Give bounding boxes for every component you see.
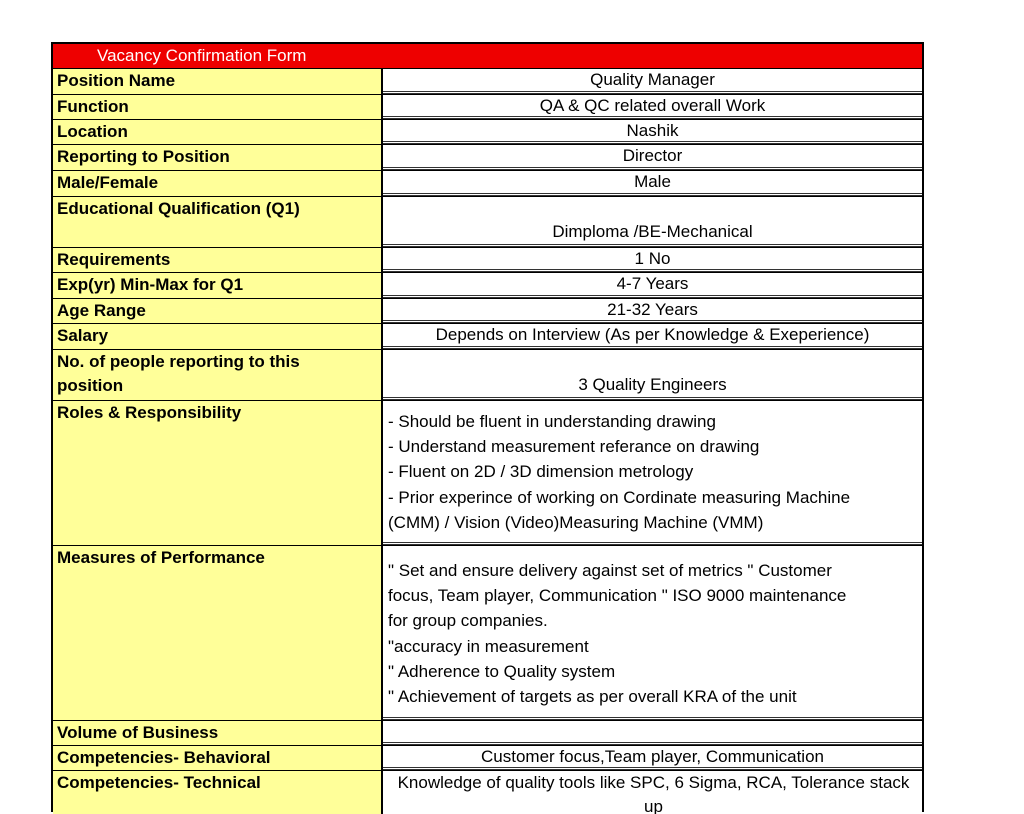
vacancy-confirmation-form <box>51 42 924 812</box>
form-title: Vacancy Confirmation Form <box>53 44 922 68</box>
label-reporting-to-position: Reporting to Position <box>53 145 383 170</box>
value-competencies-technical: Knowledge of quality tools like SPC, 6 Sigma, RCA, Tolerance stack up <box>383 771 922 814</box>
roles-line: (CMM) / Vision (Video)Measuring Machine (VMM) <box>388 512 764 532</box>
row-male-female <box>53 170 922 196</box>
value-people-reporting <box>383 350 922 400</box>
row-salary <box>53 323 922 349</box>
label-measures-of-performance: Measures of Performance <box>53 546 383 720</box>
roles-line: - Prior experince of working on Cordinate measuring Machine <box>388 487 851 507</box>
label-volume-of-business: Volume of Business <box>53 721 383 745</box>
label-male-female: Male/Female <box>53 171 383 196</box>
value-salary: Depends on Interview (As per Knowledge & Exeperience) <box>383 324 922 349</box>
value-educational-qualification <box>383 197 922 247</box>
row-measures-of-performance <box>53 545 922 720</box>
roles-line: - Understand measurement referance on drawing <box>388 437 760 457</box>
label-people-reporting-line2: position <box>57 376 124 395</box>
value-roles-responsibility <box>383 401 922 545</box>
row-reporting-to-position <box>53 144 922 170</box>
value-male-female: Male <box>383 171 922 196</box>
row-people-reporting <box>53 349 922 400</box>
row-roles-responsibility <box>53 400 922 545</box>
value-experience: 4-7 Years <box>383 273 922 298</box>
label-age-range: Age Range <box>53 299 383 323</box>
value-reporting-to-position: Director <box>383 145 922 170</box>
value-age-range: 21-32 Years <box>383 299 922 323</box>
value-competencies-behavioral: Customer focus,Team player, Communication <box>383 746 922 770</box>
measures-line: " Set and ensure delivery against set of metrics " Customer <box>388 561 832 580</box>
measures-line: focus, Team player, Communication " ISO 9000 maintenance <box>388 586 847 606</box>
label-location: Location <box>53 120 383 144</box>
value-function: QA & QC related overall Work <box>383 95 922 119</box>
label-roles-responsibility: Roles & Responsibility <box>53 401 383 545</box>
label-educational-qualification: Educational Qualification (Q1) <box>53 197 383 247</box>
row-position-name <box>53 68 922 94</box>
label-people-reporting <box>53 350 383 400</box>
row-competencies-technical <box>53 770 922 814</box>
value-location: Nashik <box>383 120 922 144</box>
label-salary: Salary <box>53 324 383 349</box>
value-volume-of-business <box>383 721 922 745</box>
row-age-range <box>53 298 922 323</box>
value-requirements: 1 No <box>383 248 922 272</box>
value-position-name: Quality Manager <box>383 69 922 94</box>
measures-line: " Adherence to Quality system <box>388 661 616 681</box>
label-function: Function <box>53 95 383 119</box>
row-experience <box>53 272 922 298</box>
row-location <box>53 119 922 144</box>
row-educational-qualification <box>53 196 922 247</box>
label-people-reporting-line1: No. of people reporting to this <box>57 352 300 371</box>
roles-line: - Should be fluent in understanding drawing <box>388 412 716 431</box>
row-function <box>53 94 922 119</box>
label-position-name: Position Name <box>53 69 383 94</box>
label-experience: Exp(yr) Min-Max for Q1 <box>53 273 383 298</box>
measures-line: " Achievement of targets as per overall KRA of the unit <box>388 687 797 707</box>
value-people-reporting-text: 3 Quality Engineers <box>578 375 727 394</box>
measures-line: "accuracy in measurement <box>388 636 589 656</box>
row-volume-of-business <box>53 720 922 745</box>
row-requirements <box>53 247 922 272</box>
label-requirements: Requirements <box>53 248 383 272</box>
row-competencies-behavioral <box>53 745 922 770</box>
value-measures-of-performance <box>383 546 922 720</box>
label-competencies-technical: Competencies- Technical <box>53 771 383 814</box>
measures-line: for group companies. <box>388 611 548 631</box>
value-educational-qualification-text: Dimploma /BE-Mechanical <box>552 222 753 241</box>
roles-line: - Fluent on 2D / 3D dimension metrology <box>388 462 694 482</box>
label-competencies-behavioral: Competencies- Behavioral <box>53 746 383 770</box>
